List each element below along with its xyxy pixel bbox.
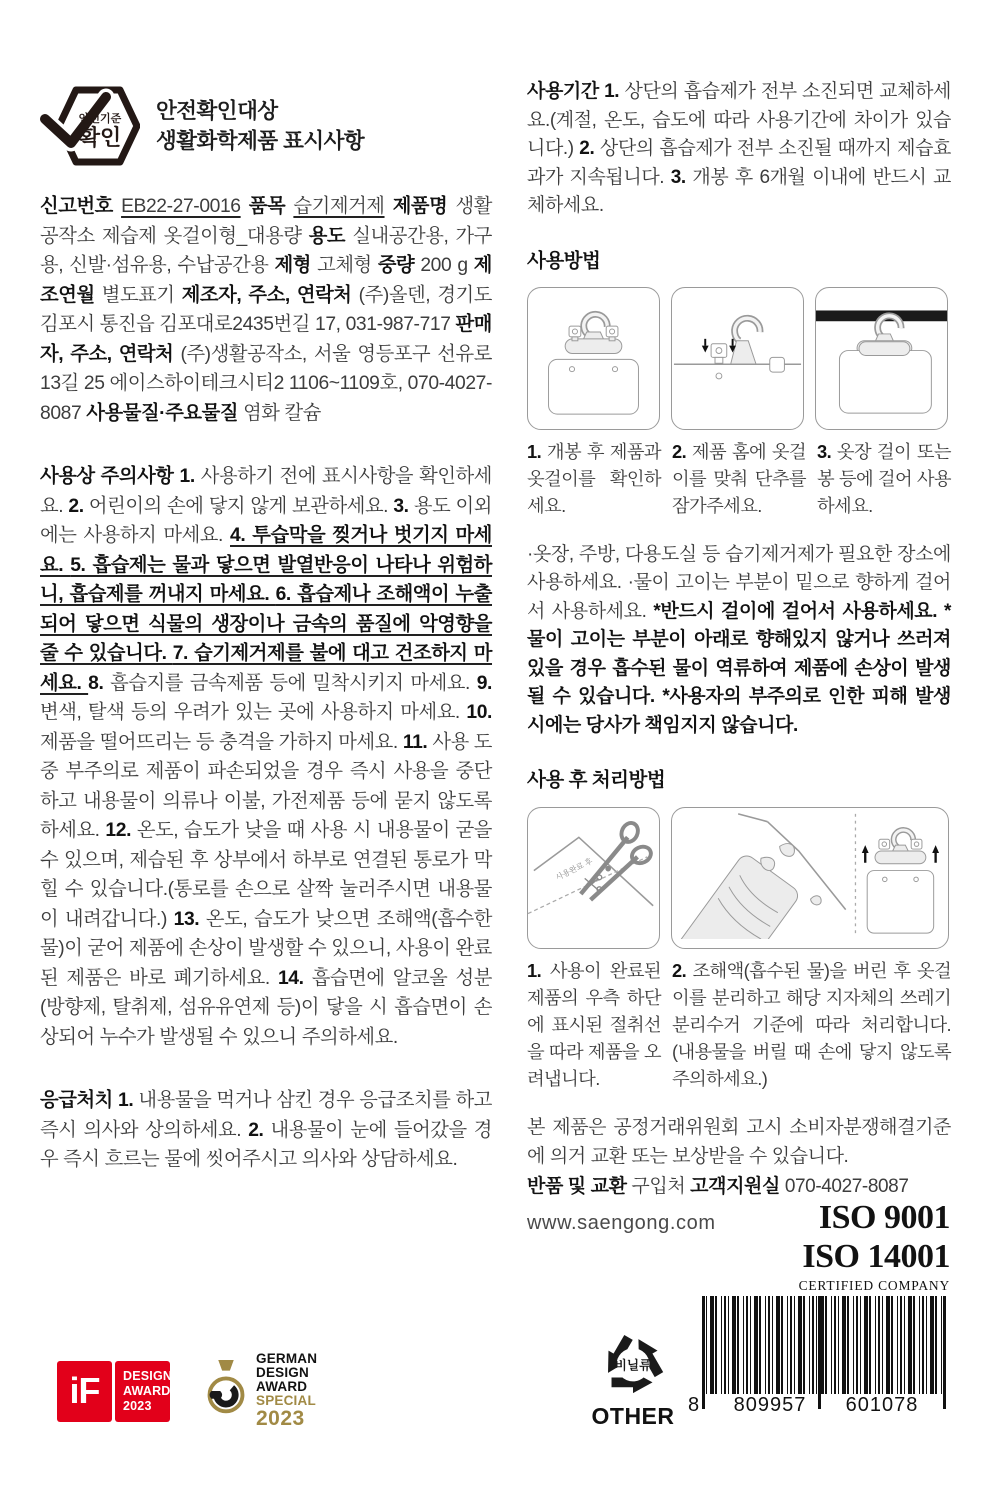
barcode-bars xyxy=(702,1296,946,1394)
button-fastening-illustration xyxy=(672,288,803,419)
right-column xyxy=(527,78,951,1237)
drain-and-detach-illustration xyxy=(672,808,948,939)
gda-year: 2023 xyxy=(256,1407,305,1430)
left-column xyxy=(40,82,492,1175)
barcode-digits-right: 601078 xyxy=(845,1394,919,1416)
precautions-paragraph: 사용상 주의사항 1. 사용하기 전에 표시사항을 확인하세요. 2. 어린이의 손에 닿지 않게 보관하세요. 3. 용도 이외에는 사용하지 마세요. 4. 투습막을 찢거나 벗기지 마세요. 5. 흡습제는 물과 닿으면 발열반응이 나타나 위험하니, 흡습제를 꺼내지 마세요. 6. 흡습제나 조해액이 누출되어 닿으면 식물의 생장이나 금속의 품질에 악영향을 줄 수 있습니다. 7. 습기제거제를 불에 대고 건조하지 마세요. 8. 흡습지를 금속제품 등에 밀착시키지 마세요. 9. 변색, 탈색 등의 우려가 있는 곳에 사용하지 마세요. 10. 제품을 떨어뜨리는 등 충격을 가하지 마세요. 11. 사용 도중 부주의로 제품이 파손되었을 경우 즉시 사용을 중단하고 내용물이 의류나 이불, 가전제품 등에 묻지 않도록 하세요. 12. 온도, 습도가 낮을 때 사용 시 내용물이 굳을 수 있으며, 제습된 후 상부에서 하부로 연결된 통로가 막힐 수 있습니다.(통로를 손으로 살짝 눌러주시면 내용물이 내려갑니다.) 13. 온도, 습도가 낮으면 조해액(흡수한 물)이 굳어 제품에 손상이 발생할 수 있으니, 사용이 완료된 제품은 바로 폐기하세요. 14. 흡습면에 알코올 성분(방향제, 탈취제, 섬유유연제 등)이 닿을 시 흡습면이 손상되어 누수가 발생될 수 있으니 주의하세요. xyxy=(40,466,493,1048)
gda-line3: AWARD xyxy=(256,1379,308,1394)
disposal-step2-caption: 2. 조해액(흡수된 물)을 버린 후 옷걸이를 분리하고 해당 지자체의 쓰레기 분리수거 기준에 따라 처리합니다.(내용물을 버릴 때 손에 닿지 않도록 주의하세요.) xyxy=(672,960,952,1089)
award-badges xyxy=(57,1352,317,1430)
returns-line: 반품 및 교환 구입처 고객지원실 070-4027-8087 xyxy=(527,1176,909,1197)
safety-certification-mark-icon xyxy=(40,82,140,170)
recycling-block xyxy=(590,1316,676,1430)
disposal-step2-panel xyxy=(671,807,949,950)
gda-line1: GERMAN xyxy=(256,1351,318,1366)
label-title-line1: 안전확인대상 xyxy=(156,99,278,123)
usage-step1-panel xyxy=(527,287,660,430)
if-logo-square xyxy=(57,1361,112,1422)
hanging-on-rod-illustration xyxy=(816,288,947,419)
barcode-digit-lead: 8 xyxy=(688,1394,701,1416)
usage-step2-panel xyxy=(671,287,804,430)
usage-method-heading: 사용방법 xyxy=(527,249,601,272)
hanger-and-pouch-illustration xyxy=(528,288,659,419)
gda-special: SPECIAL xyxy=(256,1393,316,1408)
label-title-line2: 생활화학제품 표시사항 xyxy=(156,129,365,153)
recycling-material-label: 비닐류 xyxy=(614,1358,652,1373)
usage-method-illustrations xyxy=(527,287,951,430)
usage-period-paragraph: 사용기간 1. 상단의 흡습제가 전부 소진되면 교체하세요.(계절, 온도, 습도에 따라 사용기간에 차이가 있습니다.) 2. 상단의 흡습제가 전부 소진될 때까지 제습효과가 지속됩니다. 3. 개봉 후 6개월 이내에 반드시 교체하세요. xyxy=(527,81,951,216)
if-line3: 2023 xyxy=(123,1398,152,1413)
barcode-guard-left xyxy=(702,1296,705,1409)
usage-method-captions xyxy=(527,438,951,519)
safety-mark-small-text: 안전기준 xyxy=(78,113,122,125)
german-design-award-badge xyxy=(206,1352,317,1430)
if-line2: AWARD xyxy=(123,1383,171,1398)
iso-certification xyxy=(799,1198,950,1294)
barcode-digits-left: 809957 xyxy=(733,1394,807,1416)
disposal-heading: 사용 후 처리방법 xyxy=(527,769,666,791)
cut-line-label: 사용완료 후 xyxy=(554,856,595,882)
if-design-award-badge xyxy=(57,1361,173,1422)
usage-step3-panel xyxy=(815,287,948,430)
if-line1: DESIGN xyxy=(123,1368,173,1383)
barcode-guard-right xyxy=(943,1296,946,1409)
label-header xyxy=(40,82,492,170)
usage-step3-caption: 3. 옷장 걸이 또는 봉 등에 걸어 사용하세요. xyxy=(817,440,951,516)
recycling-category-label: OTHER xyxy=(591,1403,675,1429)
safety-mark-large-text: 확인 xyxy=(78,125,122,150)
disposal-illustrations xyxy=(527,807,951,950)
first-aid-paragraph: 응급처치 1. 내용물을 먹거나 삼킨 경우 응급조치를 하고 즉시 의사와 상의하세요. 2. 내용물이 눈에 들어갔을 경우 즉시 흐르는 물에 씻어주시고 의사와 상담하세요. xyxy=(40,1090,492,1170)
usage-step2-caption: 2. 제품 홈에 옷걸이를 맞춰 단추를 잠가주세요. xyxy=(672,440,806,516)
disposal-captions xyxy=(527,957,951,1092)
website-url: www.saengong.com xyxy=(527,1211,716,1234)
usage-step1-caption: 1. 개봉 후 제품과 옷걸이를 확인하세요. xyxy=(527,440,661,516)
disposal-step1-caption: 1. 사용이 완료된 제품의 우측 하단에 표시된 절취선을 따라 제품을 오려냅니다. xyxy=(527,960,661,1089)
iso-14001-text: ISO 14001 xyxy=(802,1238,950,1275)
cutting-scissors-illustration xyxy=(528,808,659,939)
barcode xyxy=(688,1296,950,1424)
barcode-guard-center xyxy=(818,1296,821,1409)
consumer-dispute-notice: 본 제품은 공정거래위원회 고시 소비자분쟁해결기준에 의거 교환 또는 보상받을 수 있습니다. xyxy=(527,1117,951,1167)
gda-line2: DESIGN xyxy=(256,1365,309,1380)
if-award-text-square xyxy=(115,1361,173,1422)
medal-icon xyxy=(206,1360,246,1422)
if-logo-text: iF xyxy=(69,1370,100,1411)
usage-notes-paragraph: ·옷장, 주방, 다용도실 등 습기제거제가 필요한 장소에 사용하세요. ·물이 고이는 부분이 밑으로 향하게 걸어서 사용하세요. *반드시 걸이에 걸어서 사용하세요. *물이 고이는 부분이 아래로 향해있지 않거나 쓰러져 있을 경우 흡수된 물이 역류하여 제품에 손상이 발생될 수 있습니다. *사용자의 부주의로 인한 피해 발생 시에는 당사가 책임지지 않습니다. xyxy=(527,543,951,736)
product-info-paragraph: 신고번호 EB22-27-0016 품목 습기제거제 제품명 생활공작소 제습제 옷걸이형_대용량 용도 실내공간용, 가구용, 신발·섬유용, 수납공간용 제형 고체형 중량 200 g 제조연월 별도표기 제조자, 주소, 연락처 (주)올덴, 경기도 김포시 통진읍 김포대로2435번길 17, 031-987-717 판매자, 주소, 연락처 (주)생활공작소, 서울 영등포구 선유로13길 25 에이스하이테크시티2 1106~1109호, 070-4027-8087 사용물질·주요물질 염화 칼슘 xyxy=(40,196,493,424)
certified-company-text: CERTIFIED COMPANY xyxy=(798,1278,950,1293)
iso-9001-text: ISO 9001 xyxy=(818,1199,950,1236)
disposal-step1-panel xyxy=(527,807,660,950)
recycling-mark-icon xyxy=(591,1316,675,1398)
